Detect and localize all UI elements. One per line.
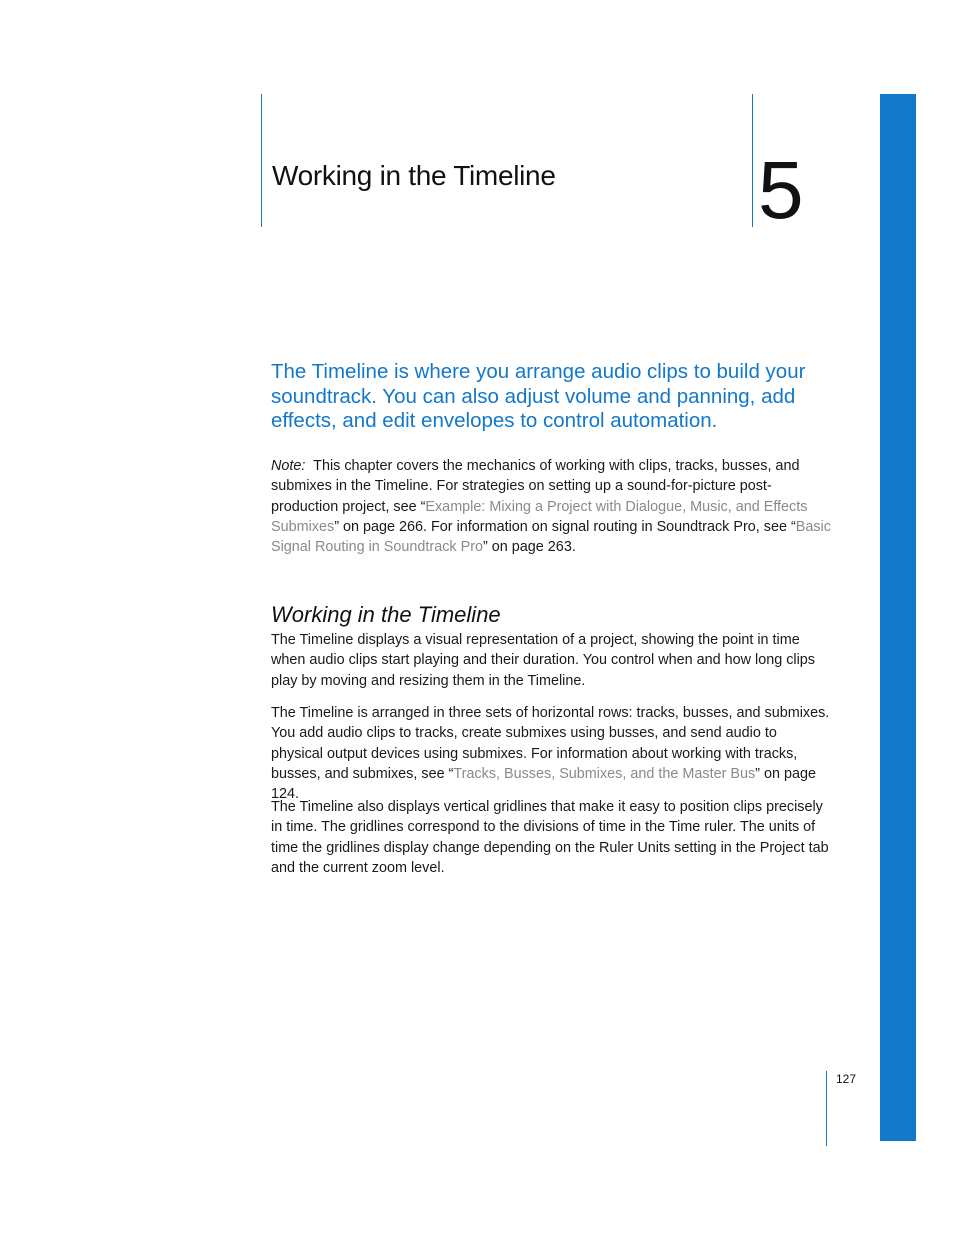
cross-reference-link-tracks-busses[interactable]: Tracks, Busses, Submixes, and the Master Bus: [453, 765, 756, 782]
body-paragraph-2: [271, 703, 831, 804]
footer-rule: [826, 1071, 827, 1146]
cross-reference-link-mixing-example[interactable]: Example: Mixing a Project with Dialogue, Music, and Effects Submixes: [271, 498, 808, 535]
chapter-intro: The Timeline is where you arrange audio clips to build your soundtrack. You can also adjust volume and panning, add effects, and edit envelopes to control automation.: [271, 360, 806, 432]
chapter-tab-bar: [880, 94, 916, 1141]
note-text-3: ” on page 263.: [483, 539, 576, 556]
body-paragraph-1: The Timeline displays a visual representation of a project, showing the point in time when audio clips start playing and their duration. You control when and how long clips play by moving and resizing them in the Timeline.: [271, 632, 815, 689]
chapter-title: Working in the Timeline: [272, 160, 556, 191]
page-number: 127: [836, 1072, 857, 1086]
chapter-rule-right: [752, 94, 753, 227]
body-paragraph-3: The Timeline also displays vertical gridlines that make it easy to position clips precisely in time. The gridlines correspond to the divisions of time in the Time ruler. The units of time the gridlines display change depending on the Ruler Units setting in the Project tab and the current zoom level.: [271, 799, 829, 876]
note-label: Note:: [271, 458, 306, 474]
note-paragraph: [271, 456, 831, 557]
cross-reference-link-signal-routing[interactable]: Basic Signal Routing in Soundtrack Pro: [271, 518, 831, 556]
body-paragraph-2-text-1: The Timeline is arranged in three sets of horizontal rows: tracks, busses, and submixes. You add audio clips to tracks, create submixes using busses, and send audio to physical output devices using submixes. For information about working with tracks, busses, and submixes, see “: [271, 705, 830, 782]
body-paragraph-2-text-2: ” on page 124.: [271, 765, 816, 803]
section-heading: Working in the Timeline: [271, 602, 501, 627]
chapter-number: 5: [758, 145, 804, 236]
note-text-2: ” on page 266. For information on signal routing in Soundtrack Pro, see “: [334, 518, 796, 535]
chapter-rule-left: [261, 94, 262, 227]
note-text-1: This chapter covers the mechanics of working with clips, tracks, busses, and submixes in the Timeline. For strategies on setting up a sound-for-picture post-production project, see “: [271, 458, 800, 515]
